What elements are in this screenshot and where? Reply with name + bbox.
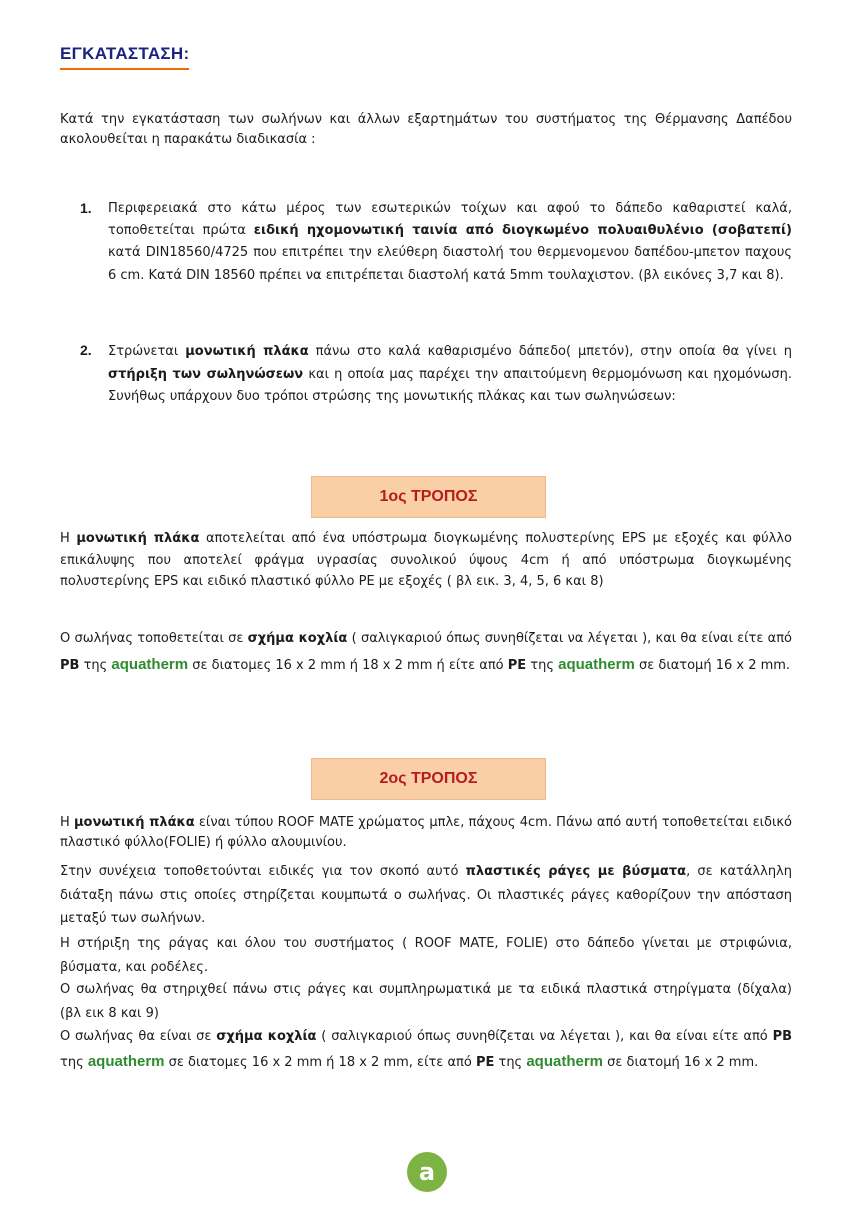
m2-p2-bold: πλαστικές ράγες με βύσματα	[465, 864, 687, 879]
item-2-text-a: Στρώνεται	[108, 344, 186, 359]
page-title: ΕΓΚΑΤΑΣΤΑΣΗ:	[60, 44, 189, 70]
m1-p1-text-b: αποτελείται από ένα υπόστρωμα διογκωμένης πολυστερίνης EPS με εξοχές και φύλλο επικάλυψης που αποτελεί φράγμα υγρασίας συνολικού ύψους 4cm ή από υπόστρωμα διογκωμένης πολυστερίνης EPS και ειδικό πλαστικό φύλλο PE με εξοχές ( βλ εικ. 3, 4, 5, 6 και 8)	[60, 531, 792, 589]
m2-p5-text-b: ( σαλιγκαριού όπως συνηθίζεται να λέγεται ), και θα είναι είτε από	[316, 1029, 773, 1044]
method-2-paragraph-5	[60, 1025, 792, 1075]
item-1-paragraph	[108, 198, 792, 287]
m1-p2-bold-a: σχήμα κοχλία	[247, 631, 348, 646]
m2-p5-bold-a: σχήμα κοχλία	[216, 1029, 317, 1044]
item-2-bold-b: στήριξη των σωληνώσεων	[108, 366, 304, 382]
aquatherm-brand: aquatherm	[558, 656, 635, 673]
item-2-text-b: πάνω στο καλά καθαρισμένο δάπεδο( μπετόν), στην οποία θα γίνει η	[308, 344, 792, 359]
method-2-paragraph-3: Η στήριξη της ράγας και όλου του συστήματος ( ROOF MATE, FOLIE) στο δάπεδο γίνεται με στριφώνια, βύσματα, και ροδέλες.	[60, 936, 792, 975]
m2-p5-text-c: της	[60, 1054, 88, 1070]
intro-paragraph: Κατά την εγκατάσταση των σωλήνων και άλλων εξαρτημάτων του συστήματος της Θέρμανσης Δαπέδου ακολουθείται η παρακάτω διαδικασία :	[60, 112, 792, 147]
m1-p2-bold-c: PE	[507, 658, 527, 673]
item-1-bold: ειδική ηχομονωτική ταινία από διογκωμένο πολυαιθυλένιο (σοβατεπί)	[253, 223, 792, 239]
m2-p1-text-b: είναι τύπου ROOF MATE χρώματος μπλε, πάχους 4cm. Πάνω από αυτή τοποθετείται ειδικό πλαστικό φύλλο(FOLIE) ή φύλλο αλουμινίου.	[60, 815, 792, 850]
method-2-paragraph-4: Ο σωλήνας θα στηριχθεί πάνω στις ράγες και συμπληρωματικά με τα ειδικά πλαστικά στηρίγματα (δίχαλα) (βλ εικ 8 και 9)	[60, 982, 792, 1021]
aquatherm-brand: aquatherm	[111, 656, 189, 673]
m1-p2-text-e: της	[526, 658, 559, 673]
item-1-text-a: Περιφερειακά στο κάτω μέρος των εσωτερικών τοίχων και αφού το δάπεδο καθαριστεί καλά, τοποθετείται πρώτα	[108, 201, 792, 239]
item-2-text-c: και η οποία μας παρέχει την απαιτούμενη θερμομόνωση και ηχομόνωση. Συνήθως υπάρχουν δυο τρόποι στρώσης της μονωτικής πλάκας και των σωληνώσεων:	[108, 366, 792, 404]
m2-p1-bold: μονωτική πλάκα	[73, 815, 195, 830]
m2-p5-text-a: Ο σωλήνας θα είναι σε	[60, 1029, 217, 1044]
svg-text:a: a	[418, 1158, 436, 1186]
m2-p2-text-b: , σε κατάλληλη διάταξη πάνω στις οποίες στηρίζεται κουμπωτά ο σωλήνας. Οι πλαστικές ράγες καθορίζουν την απόσταση μεταξύ των σωλήνων.	[60, 864, 792, 926]
m1-p2-text-c: της	[79, 658, 112, 673]
method-2-heading: 2ος ΤΡΟΠΟΣ	[311, 758, 546, 800]
method-2-paragraph-2	[60, 860, 792, 931]
m1-p1-bold: μονωτική πλάκα	[76, 531, 200, 546]
company-logo-icon	[366, 1148, 488, 1200]
m1-p2-bold-b: PB	[60, 658, 80, 673]
method-2-paragraph-1	[60, 813, 792, 853]
item-1-text-b: κατά DIN18560/4725 που επιτρέπει την ελεύθερη διαστολή του θερμενομενου δαπέδου-μπετον παχους 6 cm. Κατά DIN 18560 πρέπει να επιτρέπεται διαστολή κατά 5mm τουλαχιστον. (βλ εικόνες 3,7 και 8).	[108, 245, 792, 283]
aquatherm-brand: aquatherm	[526, 1052, 604, 1070]
m2-p5-bold-b: PB	[772, 1029, 792, 1044]
method-1-heading: 1ος ΤΡΟΠΟΣ	[311, 476, 546, 518]
m1-p1-text-a: Η	[60, 531, 77, 546]
aquatherm-brand: aquatherm	[87, 1052, 165, 1070]
item-2-number: 2.	[80, 342, 92, 358]
m2-p1-text-a: Η	[60, 815, 74, 830]
m2-p5-text-e: της	[494, 1054, 527, 1070]
m2-p5-text-d: σε διατομες 16 x 2 mm ή 18 x 2 mm, είτε από	[164, 1054, 476, 1070]
m1-p2-text-a: Ο σωλήνας τοποθετείται σε	[60, 631, 248, 646]
method-1-paragraph-1	[60, 528, 792, 593]
item-2-bold-a: μονωτική πλάκα	[185, 344, 309, 359]
m2-p5-bold-c: PE	[475, 1054, 495, 1070]
item-1-number: 1.	[80, 200, 92, 216]
m2-p2-text-a: Στην συνέχεια τοποθετούνται ειδικές για τον σκοπό αυτό	[60, 864, 466, 879]
m1-p2-text-f: σε διατομή 16 x 2 mm.	[634, 658, 791, 673]
m2-p5-text-f: σε διατομή 16 x 2 mm.	[603, 1054, 759, 1070]
m1-p2-text-b: ( σαλιγκαριού όπως συνηθίζεται να λέγεται ), και θα είναι είτε από	[347, 631, 793, 646]
method-1-paragraph-2	[60, 626, 792, 679]
item-2-paragraph	[108, 341, 792, 409]
m1-p2-text-d: σε διατομες 16 x 2 mm ή 18 x 2 mm ή είτε από	[188, 658, 508, 673]
